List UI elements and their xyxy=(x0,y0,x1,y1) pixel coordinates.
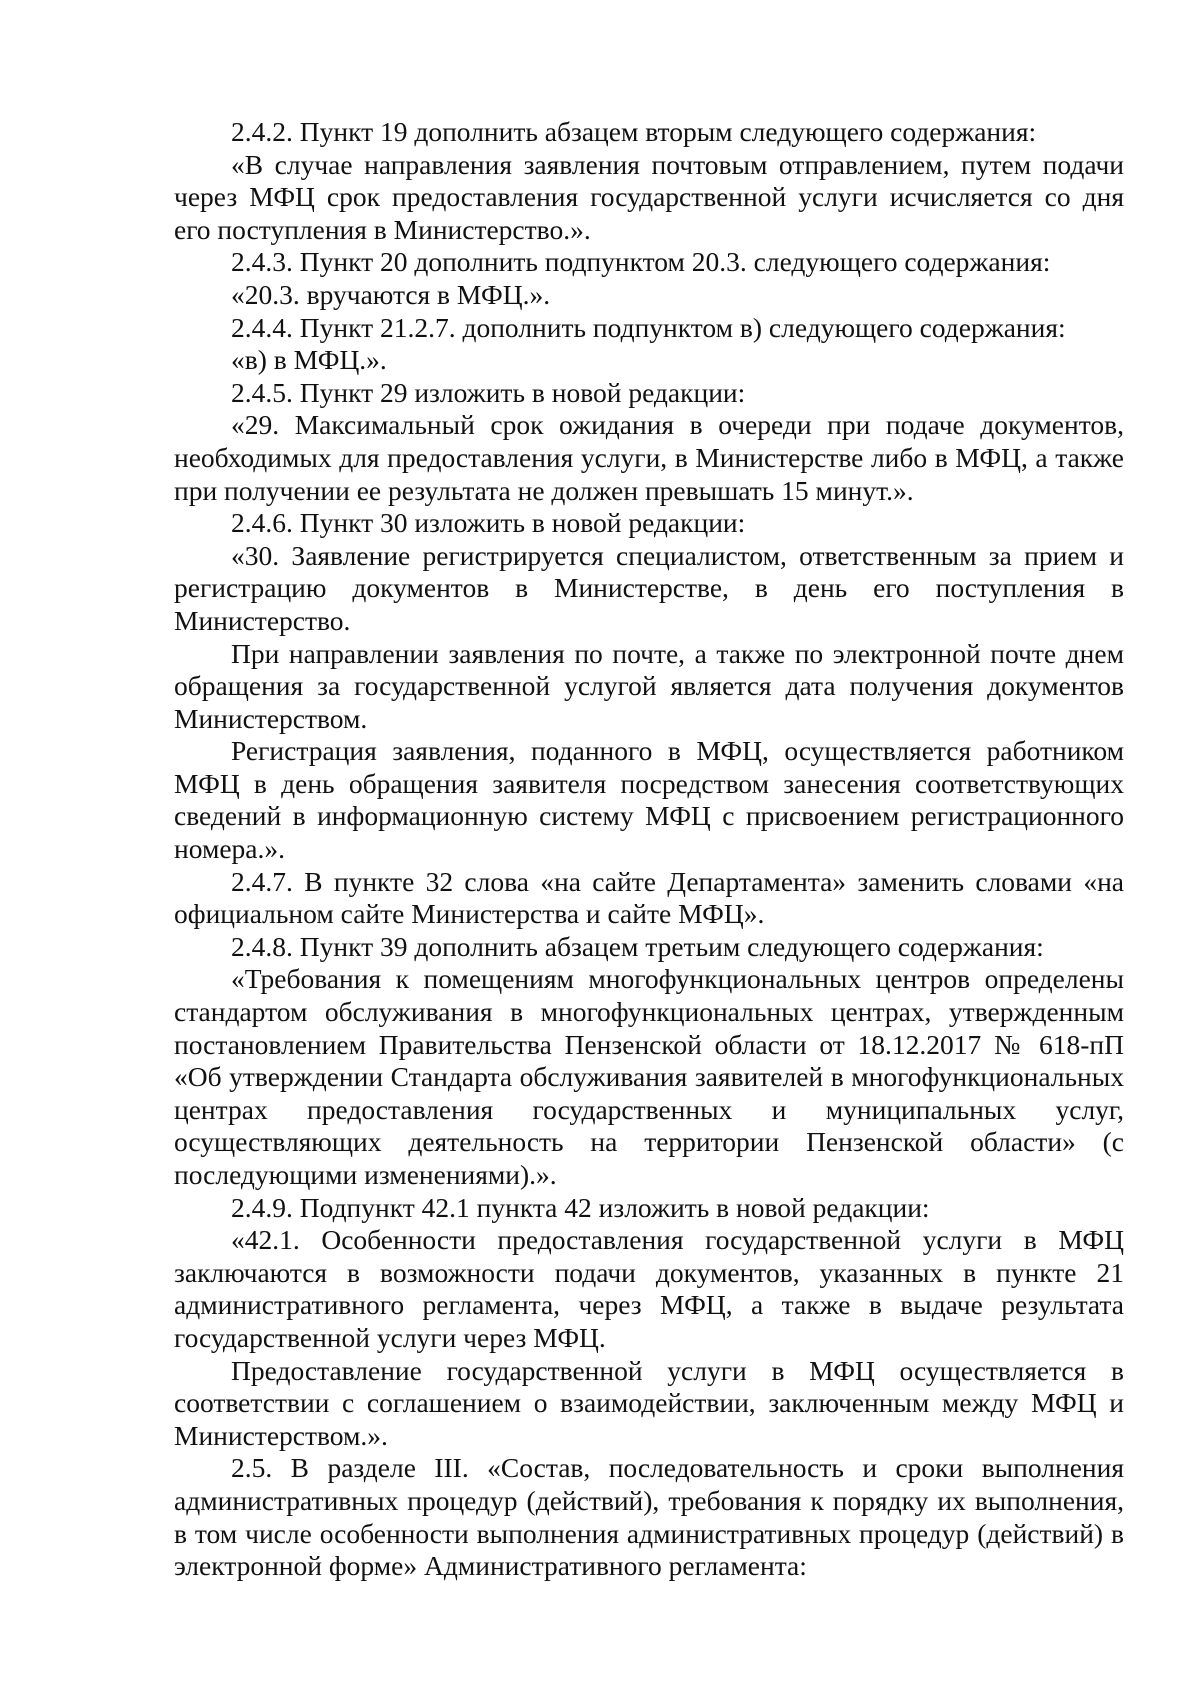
paragraph-2-4-3-text: «20.3. вручаются в МФЦ.». xyxy=(231,278,551,310)
paragraph-2-4-6: 2.4.6. Пункт 30 изложить в новой редакции: xyxy=(231,507,746,539)
paragraph-2-4-9-text-2: Предоставление государственной услуги в МФЦ осуществляется в соответствии с соглашением о взаимодействии, заключенным между МФЦ и Министерством.». xyxy=(174,1354,1124,1451)
paragraph-2-4-4-text: «в) в МФЦ.». xyxy=(231,344,387,376)
paragraph-2-4-2-text: «В случае направления заявления почтовым отправлением, путем подачи через МФЦ срок предоставления государственной услуги исчисляется со дня его поступления в Министерство.». xyxy=(174,148,1124,245)
paragraph-2-4-4: 2.4.4. Пункт 21.2.7. дополнить подпунктом в) следующего содержания: xyxy=(231,311,1066,343)
paragraph-2-4-7: 2.4.7. В пункте 32 слова «на сайте Департамента» заменить словами «на официальном сайте Министерства и сайте МФЦ». xyxy=(174,865,1124,930)
paragraph-2-4-9-text-1: «42.1. Особенности предоставления государственной услуги в МФЦ заключаются в возможности подачи документов, указанных в пункте 21 административного регламента, через МФЦ, а также в выдаче результата государственной услуги через МФЦ. xyxy=(174,1224,1124,1353)
paragraph-2-5: 2.5. В разделе III. «Состав, последовательность и сроки выполнения административных процедур (действий), требования к порядку их выполнения, в том числе особенности выполнения административных процедур (действий) в электронной форме» Административного регламента: xyxy=(174,1452,1124,1582)
paragraph-2-4-5: 2.4.5. Пункт 29 изложить в новой редакции: xyxy=(231,376,746,408)
paragraph-2-4-9: 2.4.9. Подпункт 42.1 пункта 42 изложить в новой редакции: xyxy=(231,1191,930,1223)
paragraph-2-4-6-text-1: «30. Заявление регистрируется специалистом, ответственным за прием и регистрацию документов в Министерстве, в день его поступления в Министерство. xyxy=(174,539,1124,636)
paragraph-2-4-8-text: «Требования к помещениям многофункциональных центров определены стандартом обслуживания в многофункциональных центрах, утвержденным постановлением Правительства Пензенской области от 18.12.2017 № 618-пП «Об утверждении Стандарта обслуживания заявителей в многофункциональных центрах предоставления государственных и муниципальных услуг, осуществляющих деятельность на территории Пензенской области» (с последующими изменениями).». xyxy=(174,963,1124,1190)
paragraph-2-4-2: 2.4.2. Пункт 19 дополнить абзацем вторым следующего содержания: xyxy=(231,116,1037,147)
paragraph-2-4-6-text-3: Регистрация заявления, поданного в МФЦ, осуществляется работником МФЦ в день обращения заявителя посредством занесения соответствующих сведений в информационную систему МФЦ с присвоением регистрационного номера.». xyxy=(174,735,1124,865)
paragraph-2-4-6-text-2: При направлении заявления по почте, а также по электронной почте днем обращения за государственной услугой является дата получения документов Министерством. xyxy=(174,637,1124,734)
paragraph-2-4-3: 2.4.3. Пункт 20 дополнить подпунктом 20.3. следующего содержания: xyxy=(231,246,1051,278)
paragraph-2-4-8: 2.4.8. Пункт 39 дополнить абзацем третьим следующего содержания: xyxy=(231,930,1044,962)
paragraph-2-4-5-text: «29. Максимальный срок ожидания в очереди при подаче документов, необходимых для предоставления услуги, в Министерстве либо в МФЦ, а также при получении ее результата не должен превышать 15 минут.». xyxy=(174,409,1124,506)
document-body xyxy=(174,116,1124,1583)
